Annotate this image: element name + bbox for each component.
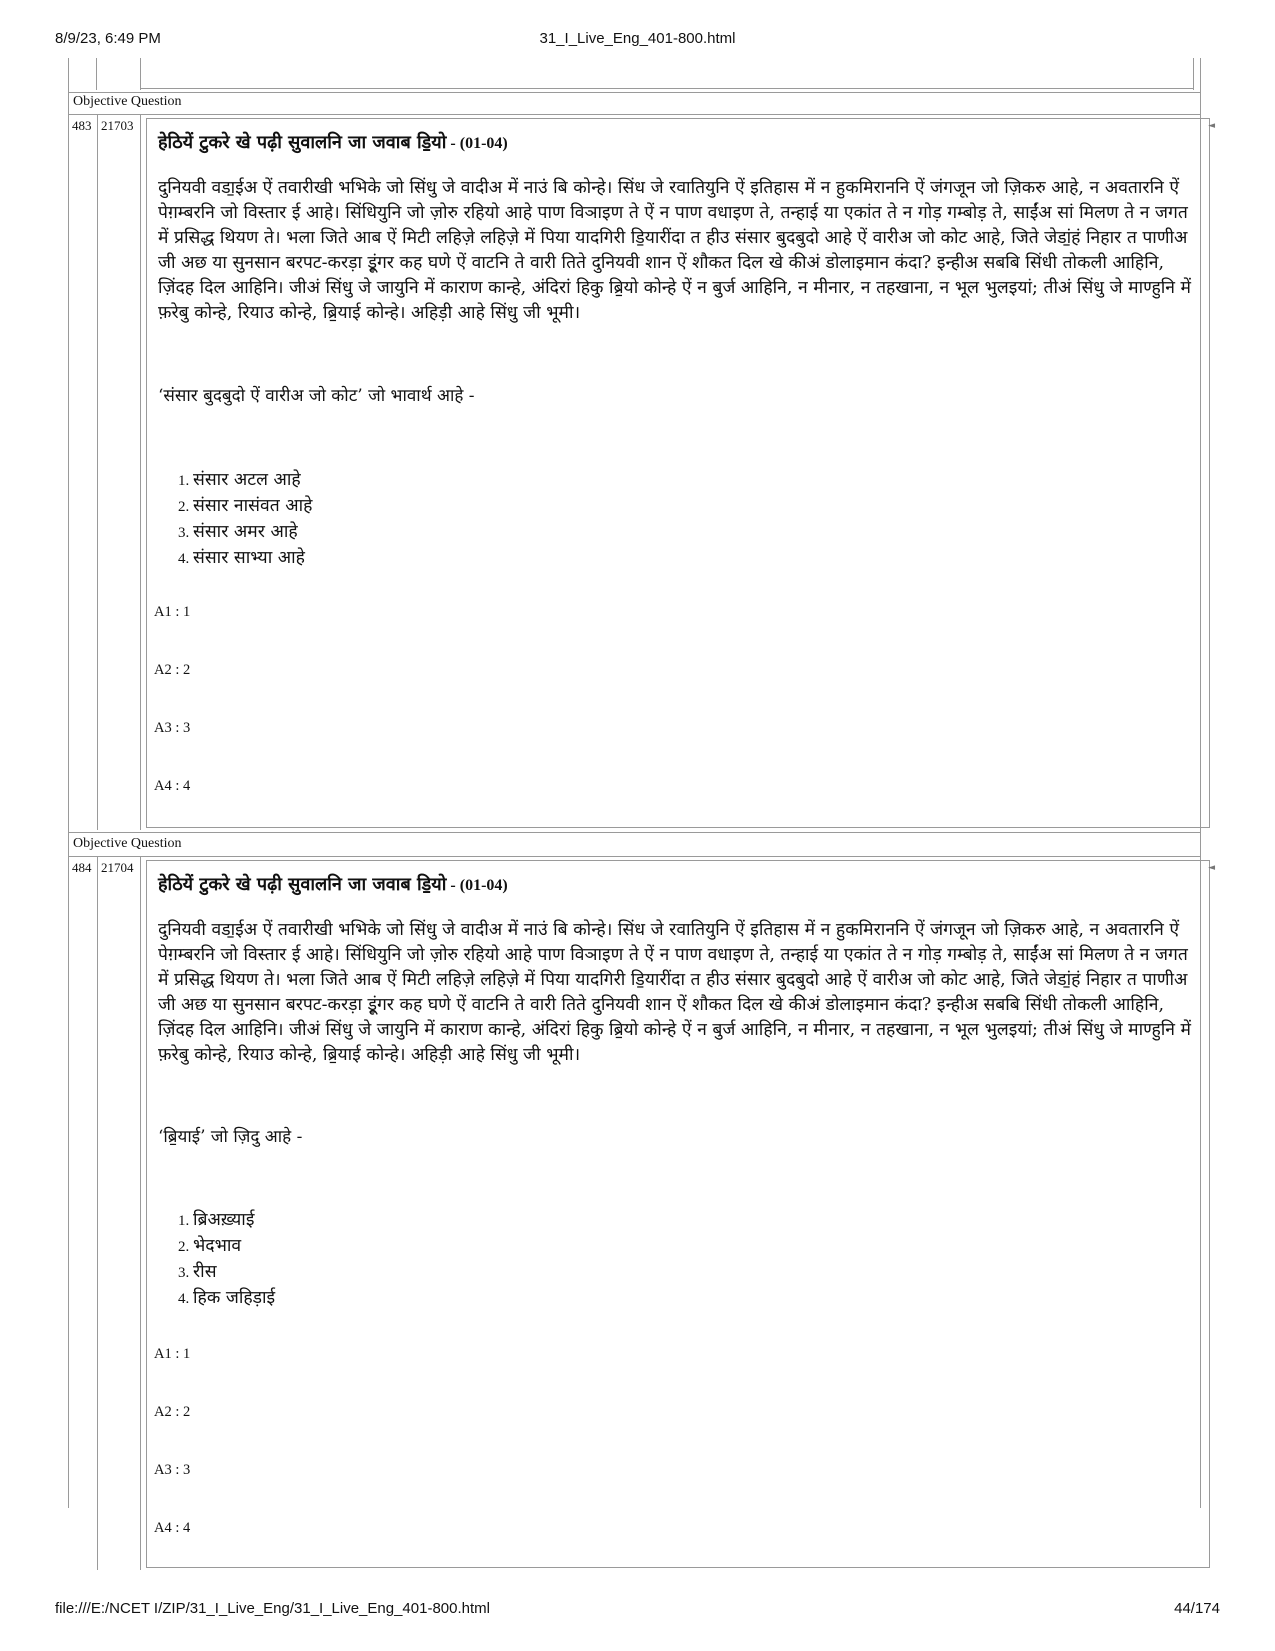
table-divider: [140, 856, 141, 1570]
option-item: 2. संसार नासंवत आहे: [178, 496, 313, 516]
option-text: हिक जहिड़ाई: [193, 1288, 276, 1308]
passage: दुनियवी वडा॒ईअ ऐं तवारीखी भभिके जो सिंधु जे वादीअ में नाउं बि कोन्हे। सिंध जे रवातियुनि ऐं इतिहास में न हुकमिराननि ऐं जंगजून जो ज़िकरु आहे, न अवतारनि ऐं पेग़म्बरनि जो विस्तार ई आहे। सिंधियुनि जो ज़ोरु रहियो आहे पाण विञाइण ते ऐं न पाण वधाइण ते, तन्हाई या एकांत ते न गोड़ गम्बोड़ ते, साईंअ सां मिलण ते न जगत में प्रसिद्ध थियण ते। भला जिते आब ऐं मिटी लहिज़े लहिज़े में पिया यादगिरी डि॒यारींदा त हीउ संसार बुदबुदो आहे ऐं वारीअ जो कोट आहे, जिते जेडां॒हं निहार त पाणीअ जी अछ या सुनसान बरपट-करड़ा डूं॒गर कह घणे ऐं वाटनि ते वारी तिते दुनियवी शान ऐं शौकत दिल खे कीअं डोलाइमान कंदा? इन्हीअ सबबि सिंधी तोकली आहिनि, ज़िंदह दिल आहिनि। जीअं सिंधु जे जायुनि में काराण कान्हे, अंदिरां हिकु ब्रि॒यो कोन्हे ऐं न बुर्ज आहिनि, न मीनार, न तहखाना, न भूल भुलइयां; तीअं सिंधु जे माण्हुनि में फ़रेबु कोन्हे, रियाउ कोन्हे, ब्रि॒याई कोन्हे। अहिड़ी आहे सिंधु जी भूमी।: [158, 920, 1192, 1065]
question-id: 21703: [101, 118, 134, 133]
table-border-left: [68, 58, 69, 1508]
table-divider: [140, 88, 1194, 89]
question-heading-code: - (01-04): [446, 135, 508, 152]
option-item: 3. रीस: [178, 1262, 217, 1282]
answer-key: A2 : 2: [154, 1404, 191, 1420]
options-list: [178, 1208, 275, 1312]
section-title: Objective Question: [73, 836, 182, 851]
table-divider: [68, 92, 1200, 93]
table-divider: [140, 114, 141, 830]
scroll-marker-icon: ◄: [1208, 863, 1215, 873]
question-heading: [158, 872, 508, 896]
question-serial: 484: [72, 860, 92, 875]
table-divider: [97, 856, 98, 1570]
section-title: Objective Question: [73, 94, 182, 109]
question-heading-code: - (01-04): [446, 877, 508, 894]
option-item: 2. भेदभाव: [178, 1236, 242, 1256]
answer-key: A4 : 4: [154, 1520, 191, 1536]
option-text: संसार नासंवत आहे: [193, 496, 313, 516]
option-text: संसार अमर आहे: [193, 522, 298, 542]
page-number: 44/174: [1174, 1600, 1220, 1617]
question-heading-text: हेठियें टुकरे खे पढ़ी सुवालनि जा जवाब डि॒यो: [158, 132, 447, 153]
option-item: 4. हिक जहिड़ाई: [178, 1288, 276, 1308]
answer-key: A3 : 3: [154, 1462, 191, 1478]
option-text: संसार अटल आहे: [193, 470, 301, 490]
answer-key: A3 : 3: [154, 720, 191, 736]
question-heading-text: हेठियें टुकरे खे पढ़ी सुवालनि जा जवाब डि॒यो: [158, 874, 447, 895]
table-divider: [1193, 58, 1194, 90]
answer-key: A2 : 2: [154, 662, 191, 678]
options-list: [178, 468, 312, 572]
option-text: भेदभाव: [193, 1236, 242, 1256]
document-title: 31_I_Live_Eng_401-800.html: [539, 30, 736, 47]
option-item: 1. संसार अटल आहे: [178, 470, 301, 490]
answer-key: A1 : 1: [154, 604, 191, 620]
answer-key: A1 : 1: [154, 1346, 191, 1362]
question-stem: ‘संसार बुदबुदो ऐं वारीअ जो कोट’ जो भावार्थ आहे -: [158, 386, 475, 406]
passage: दुनियवी वडा॒ईअ ऐं तवारीखी भभिके जो सिंधु जे वादीअ में नाउं बि कोन्हे। सिंध जे रवातियुनि ऐं इतिहास में न हुकमिराननि ऐं जंगजून जो ज़िकरु आहे, न अवतारनि ऐं पेग़म्बरनि जो विस्तार ई आहे। सिंधियुनि जो ज़ोरु रहियो आहे पाण विञाइण ते ऐं न पाण वधाइण ते, तन्हाई या एकांत ते न गोड़ गम्बोड़ ते, साईंअ सां मिलण ते न जगत में प्रसिद्ध थियण ते। भला जिते आब ऐं मिटी लहिज़े लहिज़े में पिया यादगिरी डि॒यारींदा त हीउ संसार बुदबुदो आहे ऐं वारीअ जो कोट आहे, जिते जेडां॒हं निहार त पाणीअ जी अछ या सुनसान बरपट-करड़ा डूं॒गर कह घणे ऐं वाटनि ते वारी तिते दुनियवी शान ऐं शौकत दिल खे कीअं डोलाइमान कंदा? इन्हीअ सबबि सिंधी तोकली आहिनि, ज़िंदह दिल आहिनि। जीअं सिंधु जे जायुनि में काराण कान्हे, अंदिरां हिकु ब्रि॒यो कोन्हे ऐं न बुर्ज आहिनि, न मीनार, न तहखाना, न भूल भुलइयां; तीअं सिंधु जे माण्हुनि में फ़रेबु कोन्हे, रियाउ कोन्हे, ब्रि॒याई कोन्हे। अहिड़ी आहे सिंधु जी भूमी।: [158, 178, 1192, 323]
table-divider: [68, 114, 1200, 115]
table-divider: [68, 856, 1200, 857]
answer-key: A4 : 4: [154, 778, 191, 794]
option-text: ब्रिअख़्याई: [193, 1210, 255, 1230]
print-datetime: 8/9/23, 6:49 PM: [55, 30, 161, 47]
option-item: 3. संसार अमर आहे: [178, 522, 298, 542]
option-text: रीस: [193, 1262, 217, 1282]
question-serial: 483: [72, 118, 92, 133]
table-divider: [68, 832, 1200, 833]
question-heading: [158, 130, 508, 154]
file-path: file:///E:/NCET I/ZIP/31_I_Live_Eng/31_I_Live_Eng_401-800.html: [55, 1600, 490, 1617]
option-text: संसार साभ्या आहे: [193, 548, 305, 568]
option-item: 4. संसार साभ्या आहे: [178, 548, 305, 568]
question-stem: ‘ब्रि॒याई’ जो ज़िदु आहे -: [158, 1127, 303, 1147]
option-item: 1. ब्रिअख़्याई: [178, 1210, 255, 1230]
scroll-marker-icon: ◄: [1208, 121, 1215, 131]
table-divider: [140, 58, 141, 90]
question-id: 21704: [101, 860, 134, 875]
table-divider: [97, 114, 98, 830]
table-divider: [96, 58, 97, 90]
